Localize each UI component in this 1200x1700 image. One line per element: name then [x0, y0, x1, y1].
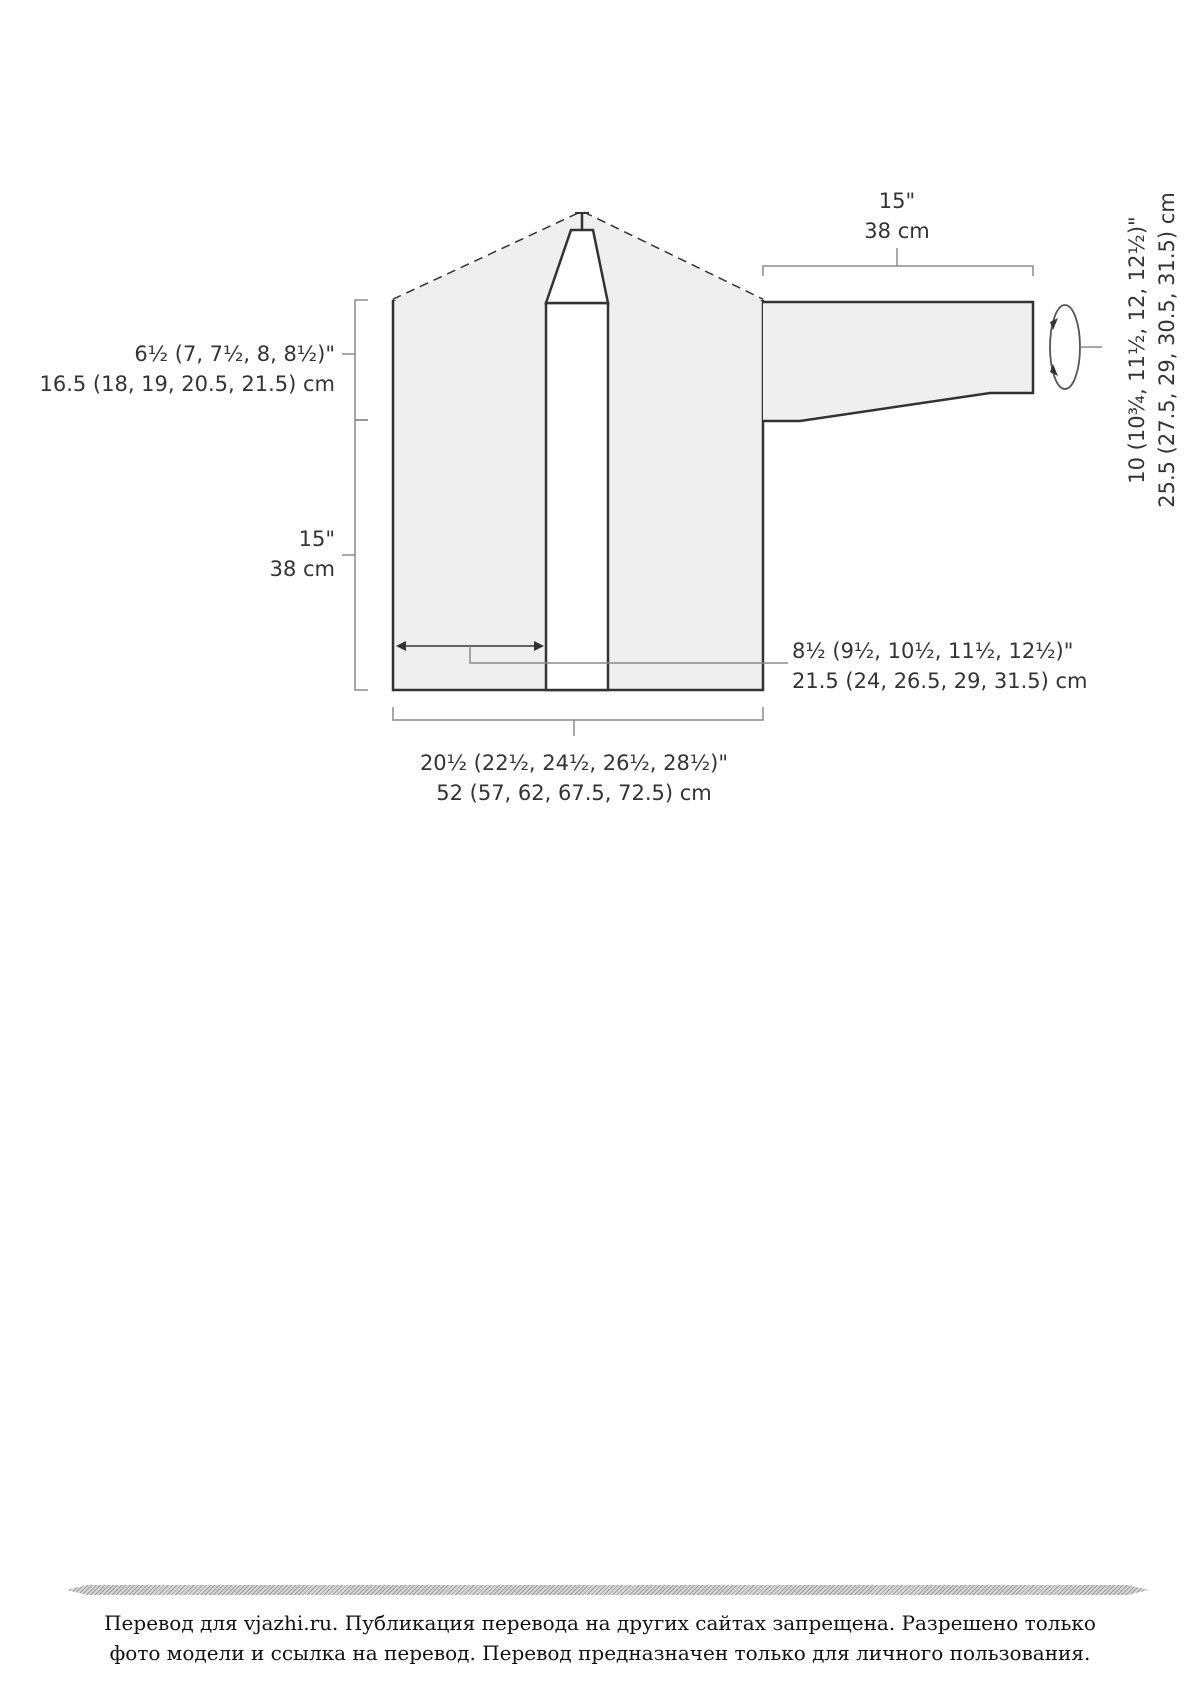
- armhole-depth-label: [39, 339, 335, 399]
- footer-note: [60, 1608, 1140, 1668]
- front-width-metric: 21.5 (24, 26.5, 29, 31.5) cm: [792, 669, 1088, 693]
- sleeve-piece: [763, 302, 1033, 421]
- back-width-label: [324, 748, 824, 808]
- footer-line-2: фото модели и ссылка на перевод. Перевод предназначен только для личного пользования.: [109, 1641, 1091, 1665]
- armhole-depth-dimension: [355, 300, 368, 420]
- body-length-metric: 38 cm: [269, 557, 335, 581]
- back-width-metric: 52 (57, 62, 67.5, 72.5) cm: [436, 781, 712, 805]
- armhole-depth-imperial: 6¹⁄₂ (7, 7¹⁄₂, 8, 8¹⁄₂)": [134, 342, 335, 366]
- footer-line-1: Перевод для vjazhi.ru. Публикация перевода на других сайтах запрещена. Разрешено только: [104, 1611, 1096, 1635]
- front-width-imperial: 8¹⁄₂ (9¹⁄₂, 10¹⁄₂, 11¹⁄₂, 12¹⁄₂)": [792, 639, 1074, 663]
- sleeve-circumference-imperial: 10 (10³⁄₄, 11¹⁄₂, 12, 12¹⁄₂)": [1125, 216, 1149, 484]
- body-length-dimension: [355, 420, 368, 690]
- body-length-label: [270, 524, 335, 584]
- sleeve-circumference-loop: [1050, 305, 1080, 389]
- sleeve-length-dimension: [763, 266, 1033, 276]
- back-width-dimension: [393, 707, 763, 720]
- sleeve-length-imperial: 15": [878, 189, 916, 213]
- sleeve-circumference-label: [1120, 180, 1184, 520]
- footer-divider: [66, 1585, 1149, 1595]
- sleeve-length-metric: 38 cm: [864, 219, 930, 243]
- sleeve-length-label: [797, 186, 997, 246]
- armhole-depth-metric: 16.5 (18, 19, 20.5, 21.5) cm: [39, 372, 335, 396]
- front-width-label: [792, 636, 1088, 696]
- front-band: [546, 303, 608, 690]
- sleeve-circumference-metric: 25.5 (27.5, 29, 30.5, 31.5) cm: [1155, 192, 1179, 508]
- body-length-imperial: 15": [298, 527, 335, 551]
- back-width-imperial: 20¹⁄₂ (22¹⁄₂, 24¹⁄₂, 26¹⁄₂, 28¹⁄₂)": [419, 751, 729, 775]
